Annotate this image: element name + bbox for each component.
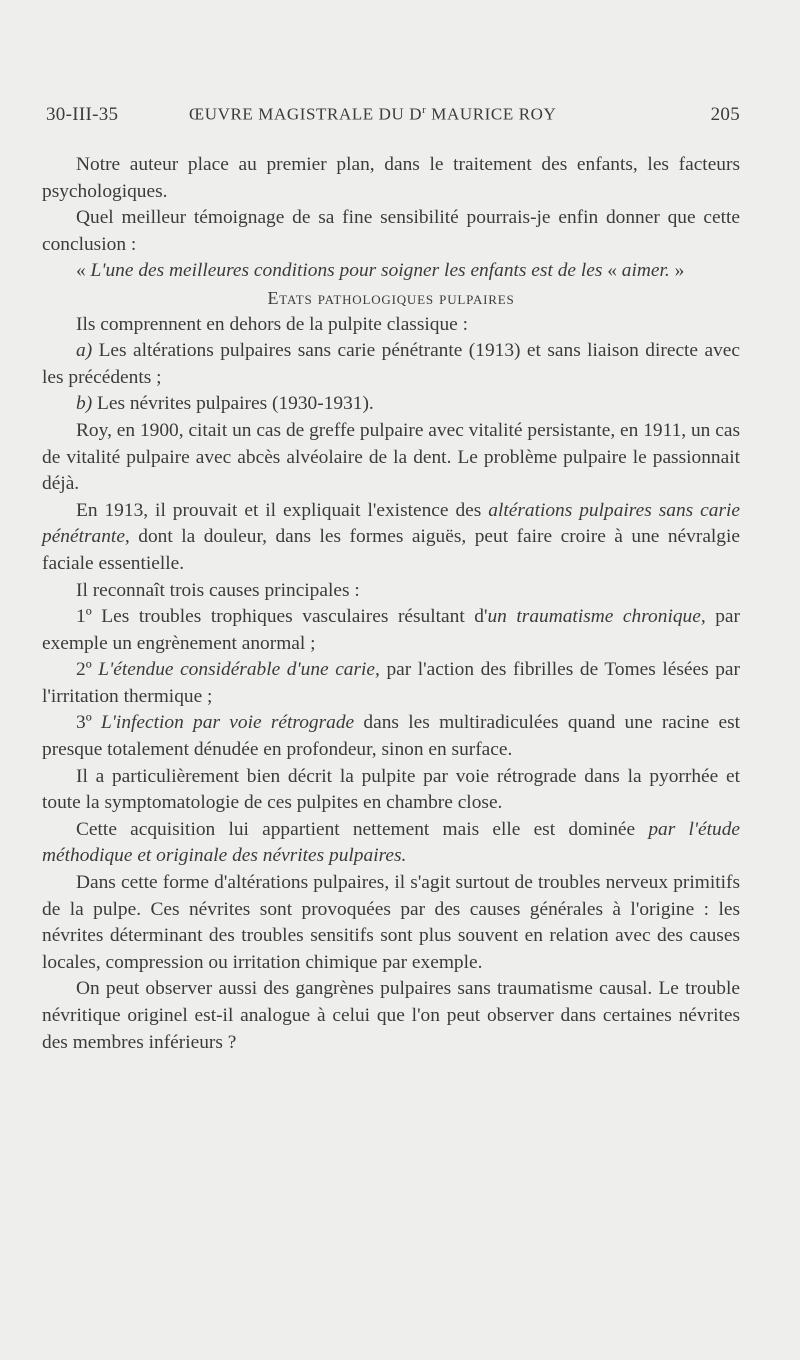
paragraph [42,498,740,578]
text-run: Dans cette forme d'altérations pulpaires, il s'agit surtout de troubles nerveux primitifs de la pulpe. Ces névrites sont provoquées par des causes générales à l'origine : les névrites déterminant des troubles sensitifs sont plus souvent en relation avec des causes locales, compression ou irritation chimique par exemple. [42,872,740,973]
paragraph [42,870,740,976]
paragraph [42,764,740,817]
text-run: dans les multiradiculées quand une racine est presque totalement dénudée en profondeur, sinon en surface. [42,712,741,761]
italic-text: L'infection par voie rétrograde [101,712,355,734]
italic-text: un traumatisme chronique, [487,606,706,628]
paragraph [42,976,740,1056]
paragraph [42,817,740,870]
text-run: « [602,260,622,282]
text-run: 1º Les troubles trophiques vasculaires résultant d' [76,606,488,628]
text-run: par l'action des fibrilles de Tomes lésées par l'irritation thermique ; [42,659,740,707]
italic-text: a) [76,340,93,362]
text-run: Cette acquisition lui appartient nettement mais elle est dominée [76,818,649,840]
text-run: 2º [76,659,99,681]
text-run: Il reconnaît trois causes principales : [76,579,360,601]
italic-text: aimer. [621,260,670,282]
text-run: Quel meilleur témoignage de sa fine sensibilité pourrais-je enfin donner que cette conclusion : [42,207,740,255]
italic-text: L'une des meilleures conditions pour soigner les enfants est de les [90,260,603,282]
text-run: Etats pathologiques pulpaires [267,287,515,308]
text-run: On peut observer aussi des gangrènes pulpaires sans traumatisme causal. Le trouble névritique originel est-il analogue à celui que l'on peut observer dans certaines névrites des membres inférieurs ? [42,978,740,1053]
paragraph [42,657,740,710]
paragraph [42,710,740,763]
italic-text: par l'étude méthodique et originale des névrites pulpaires. [42,818,741,867]
text-run: En 1913, il prouvait et il expliquait l'existence des [76,499,489,521]
issue-date: 30-III-35 [46,104,119,125]
italic-text: altérations pulpaires sans carie pénétrante, [42,499,740,548]
text-run: « [76,260,91,282]
text-run: Notre auteur place au premier plan, dans le traitement des enfants, les facteurs psychologiques. [42,154,740,202]
paragraph [42,578,740,605]
running-title: ŒUVRE MAGISTRALE DU $D^r$ MAURICE ROY [189,104,557,124]
text-run: Il a particulièrement bien décrit la pulpite par voie rétrograde dans la pyorrhée et toute la symptomatologie de ces pulpites en chambre close. [42,765,740,814]
paragraph [42,418,740,498]
paragraph [42,312,740,339]
text-run: dont la douleur, dans les formes aiguës, peut faire croire à une névralgie faciale essentielle. [42,526,740,574]
text-run: Ils comprennent en dehors de la pulpite classique : [76,313,469,335]
text-run: Les altérations pulpaires sans carie pénétrante (1913) et sans liaison directe avec les précédents ; [42,340,740,388]
paragraph [42,205,740,258]
article-body [42,152,740,1056]
paragraph [42,391,740,418]
section-title [42,285,740,312]
paragraph [42,604,740,657]
paragraph [42,338,740,391]
paragraph [42,152,740,205]
paragraph [42,258,740,285]
text-run: Les névrites pulpaires (1930-1931). [92,393,374,415]
running-header [42,104,742,132]
page-number: 205 [710,104,740,125]
text-run: Roy, en 1900, citait un cas de greffe pulpaire avec vitalité persistante, en 1911, un cas de vitalité pulpaire avec abcès alvéolaire de la dent. Le problème pulpaire le passionnait déjà. [42,419,740,495]
text-run: par exemple un engrènement anormal ; [42,606,740,654]
italic-text: L'étendue considérable d'une carie, [98,659,380,681]
text-run: » [669,260,685,282]
italic-text: b) [76,393,93,415]
text-run: 3º [76,712,101,734]
